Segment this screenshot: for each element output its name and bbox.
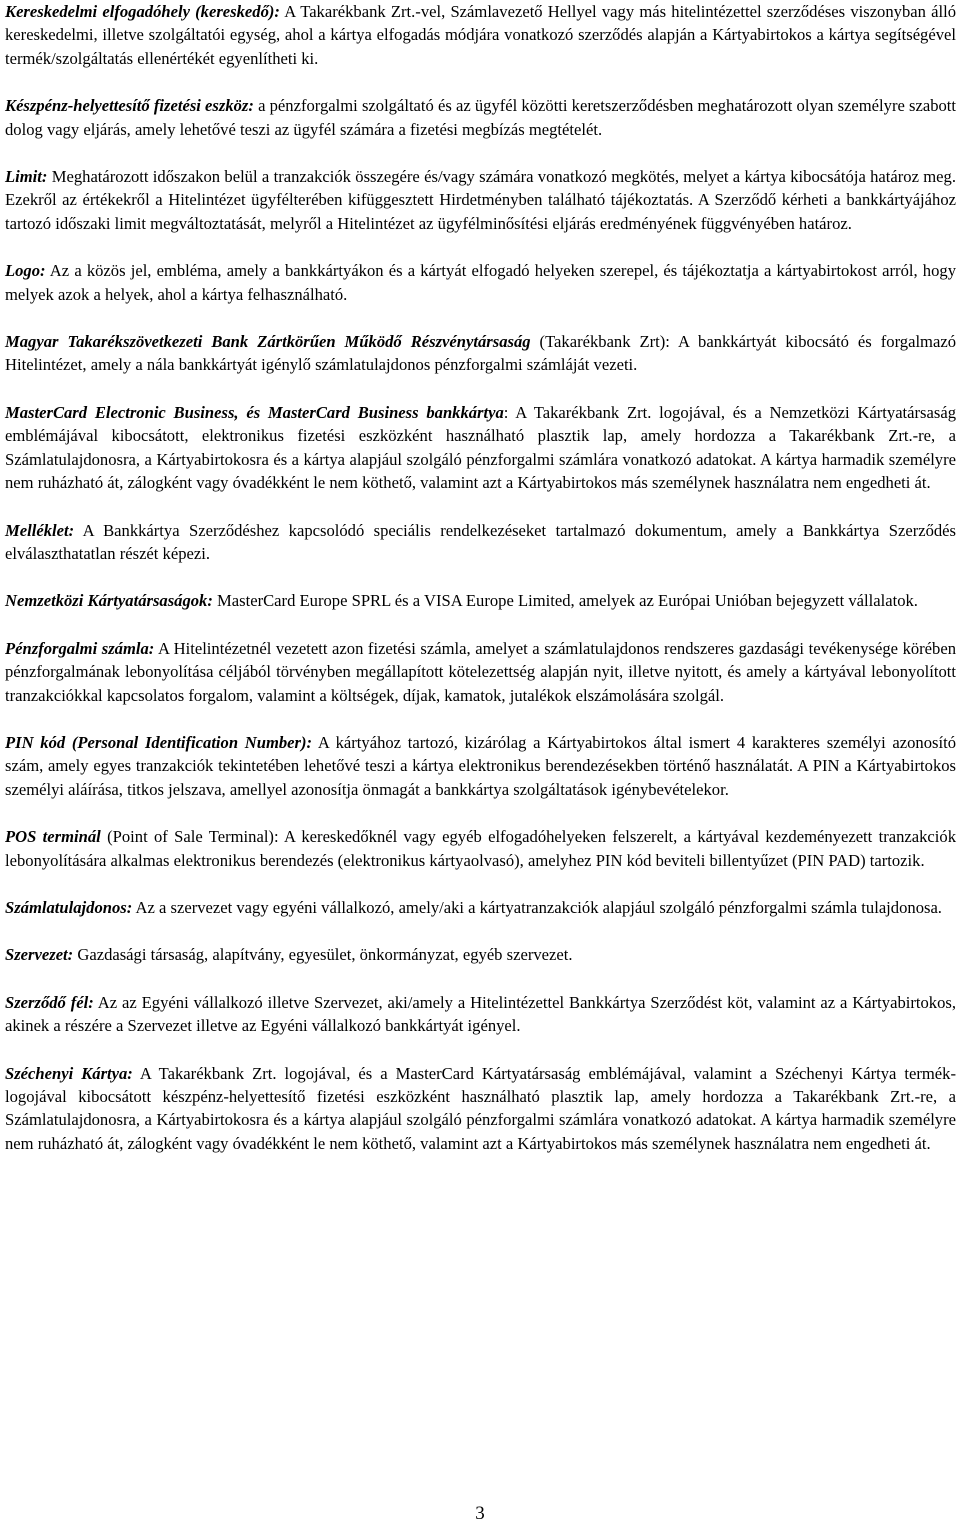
definition-mastercard-business <box>5 401 956 495</box>
definition-text: MasterCard Europe SPRL és a VISA Europe Limited, amelyek az Európai Unióban bejegyzett vállalatok. <box>212 591 918 611</box>
definition-text: (Takarékbank Zrt): A bankkártyát kibocsátó és forgalmazó Hitelintézet, amely a nála bankkártyát igénylő számlatulajdonos pénzforgalmi számláját vezeti. <box>5 332 956 375</box>
definition-term: Kereskedelmi elfogadóhely (kereskedő): <box>5 2 280 21</box>
definition-text: Meghatározott időszakon belül a tranzakciók összegére és/vagy számára vonatkozó megkötés, melyet a kártya kibocsátója határoz meg. Ezekről az értékekről a Hitelintézet ügyfélterében kifüggesztett Hirdetményben található tájékoztatás. A Szerződő kérheti a bankkártyájához tartozó időszaki limit megváltoztatását, melyről a Hitelintézet az ügyfélminősítési eljárás eredményének függvényében határoz. <box>5 167 956 233</box>
definition-szerzodo-fel <box>5 991 956 1038</box>
definition-term: Szervezet: <box>5 945 74 965</box>
definition-term: Magyar Takarékszövetkezeti Bank Zártkörűen Működő Részvénytársaság <box>5 332 531 352</box>
definition-limit <box>5 165 956 235</box>
definition-pos-terminal <box>5 825 956 872</box>
definition-text: Gazdasági társaság, alapítvány, egyesület, önkormányzat, egyéb szervezet. <box>73 945 573 965</box>
definition-term: Pénzforgalmi számla: <box>5 638 155 658</box>
definition-szamlatulajdonos <box>5 896 956 919</box>
definition-keszpenz-helyettesito-fizetesi-eszkoz <box>5 94 956 141</box>
definition-term: Melléklet: <box>5 520 75 540</box>
definition-term: Logo: <box>5 261 46 281</box>
definition-takarekbank <box>5 330 956 377</box>
definition-text: (Point of Sale Terminal): A kereskedőknél vagy egyéb elfogadóhelyeken felszerelt, a kártyával kezdeményezett tranzakciók lebonyolítására alkalmas elektronikus berendezés (elektronikus kártyaolvasó), amelyhez PIN kód beviteli billentyűzet (PIN PAD) tartozik. <box>5 827 957 870</box>
definition-text: A Takarékbank Zrt.-vel, Számlavezető Hellyel vagy más hitelintézettel szerződéses viszonyban álló kereskedelmi, illetve szolgáltatói egység, ahol a kártya elfogadás módjára vonatkozó szerződés alapján a Kártyabirtokos a kártya segítségével termék/szolgáltatás ellenértékét egyenlítheti ki. <box>5 2 956 68</box>
definition-term: Limit: <box>5 167 48 187</box>
definition-text: Az a szervezet vagy egyéni vállalkozó, amely/aki a kártyatranzakciók alapjául szolgáló pénzforgalmi számla tulajdonosa. <box>132 897 942 917</box>
definition-term: POS terminál <box>5 827 101 847</box>
definition-nemzetkozi-kartyatarsasagok <box>5 589 956 612</box>
page-number: 3 <box>475 1503 485 1524</box>
definition-text: : A Takarékbank Zrt. logojával, és a Nemzetközi Kártyatársaság emblémájával kibocsátott, elektronikus fizetési eszközként használható plasztik lap, amely hordozza a Takarékbank Zrt.-re, a Számlatulajdonosra, a Kártyabirtokosra és a kártya alapjául szolgáló pénzforgalmi számlára vonatkozó adatokat. A kártya harmadik személyre nem ruházható át, zálogként vagy óvadékként le nem köthető, valamint azt a Kártyabirtokos más személynek használatra nem engedheti át. <box>5 402 957 493</box>
definition-text: A kártyához tartozó, kizárólag a Kártyabirtokos által ismert 4 karakteres személyi azonosító szám, amely egyes tranzakciók tekintetében lehetővé teszi a kártya elektronikus berendezésekben történő használatát. A PIN a Kártyabirtokos személyi aláírása, titkos jelszava, amellyel azonosítja önmagát a bankkártya szolgáltatások igénybevételekor. <box>5 732 956 799</box>
definition-logo <box>5 259 956 306</box>
definition-kereskedelmi-elfogadohely <box>5 0 956 70</box>
definition-pin-kod <box>5 731 956 801</box>
definition-melleklet <box>5 519 956 566</box>
definition-text: A Takarékbank Zrt. logojával, és a MasterCard Kártyatársaság emblémájával, valamint a Széchenyi Kártya termék-logojával kibocsátott készpénz-helyettesítő fizetési eszközként használható plasztik lap, amely hordozza a Takarékbank Zrt.-re, a Számlatulajdonosra, a Kártyabirtokosra és a kártya alapjául szolgáló pénzforgalmi számlára vonatkozó adatokat. A kártya harmadik személyre nem ruházható át, zálogként vagy óvadékként le nem köthető, valamint azt a Kártyabirtokos más személynek használatra nem engedheti át. <box>5 1063 956 1153</box>
definition-text: Az az Egyéni vállalkozó illetve Szervezet, aki/amely a Hitelintézettel Bankkártya Szerződést köt, valamint az a Kártyabirtokos, akinek a részére a Szervezet illetve az Egyéni vállalkozó bankkártyát igényel. <box>5 992 956 1036</box>
document-page <box>5 0 956 1155</box>
definition-term: Széchenyi Kártya: <box>5 1063 133 1083</box>
definition-text: Az a közös jel, embléma, amely a bankkártyákon és a kártyát elfogadó helyeken szerepel, és tájékoztatja a kártyabirtokost arról, hogy melyek azok a helyek, ahol a kártya felhasználható. <box>5 261 956 304</box>
definition-term: MasterCard Electronic Business, és MasterCard Business bankkártya <box>5 402 504 422</box>
definition-term: PIN kód (Personal Identification Number): <box>5 732 313 752</box>
definition-szervezet <box>5 943 956 966</box>
definition-szechenyi-kartya <box>5 1062 956 1156</box>
definition-term: Nemzetközi Kártyatársaságok: <box>5 591 213 611</box>
definition-text: A Bankkártya Szerződéshez kapcsolódó speciális rendelkezéseket tartalmazó dokumentum, amely a Bankkártya Szerződés elválaszthatatlan részét képezi. <box>5 520 956 563</box>
definition-text: a pénzforgalmi szolgáltató és az ügyfél közötti keretszerződésben meghatározott olyan személyre szabott dolog vagy eljárás, amely lehetővé teszi az ügyfél számára a fizetési megbízás megtételét. <box>5 96 957 139</box>
definition-text: A Hitelintézetnél vezetett azon fizetési számla, amelyet a számlatulajdonos rendszeres gazdasági tevékenysége körében pénzforgalmának lebonyolítása céljából törvényben megállapított kötelezettség alapján nyit, illetve nyitott, és amely a kártyával lebonyolított tranzakciókkal kapcsolatos forgalom, valamint a költségek, díjak, kamatok, jutalékok elszámolására szolgál. <box>5 638 957 705</box>
definition-term: Szerződő fél: <box>5 992 94 1012</box>
definition-term: Készpénz-helyettesítő fizetési eszköz: <box>5 96 254 116</box>
definition-penzforgalmi-szamla <box>5 637 956 707</box>
definition-term: Számlatulajdonos: <box>5 897 133 917</box>
